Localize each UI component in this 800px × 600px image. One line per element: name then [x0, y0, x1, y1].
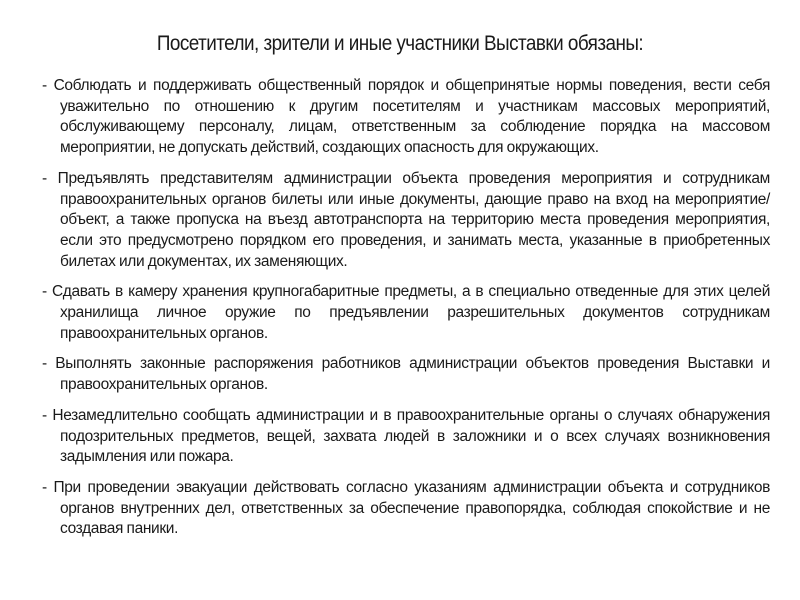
- rule-item: - Предъявлять представителям администрации объекта проведения мероприятия и сотрудникам правоохранительных органов билеты или иные документы, дающие право на вход на мероприятие/объект, а также пропуска на въезд автотранспорта на территорию места проведения мероприятия, если это предусмотрено порядком его проведения, и занимать места, указанные в приобретенных билетах или документах, их заменяющих.: [42, 169, 770, 270]
- rule-item: - При проведении эвакуации действовать согласно указаниям администрации объекта и сотрудников органов внутренних дел, ответственных за обеспечение правопорядка, соблюдая спокойствие и не создавая паники.: [42, 478, 770, 538]
- rule-item: - Выполнять законные распоряжения работников администрации объектов проведения Выставки и правоохранительных органов.: [42, 355, 770, 394]
- rule-item: - Сдавать в камеру хранения крупногабаритные предметы, а в специально отведенные для этих целей хранилища личное оружие по предъявлении разрешительных документов сотрудникам правоохранительных органов.: [42, 283, 770, 342]
- rules-list: [42, 76, 770, 550]
- rule-item: - Незамедлительно сообщать администрации и в правоохранительные органы о случаях обнаружения подозрительных предметов, вещей, захвата людей в заложники и о всех случаях возникновения задымления или пожара.: [42, 406, 770, 466]
- rule-item: - Соблюдать и поддерживать общественный порядок и общепринятые нормы поведения, вести себя уважительно по отношению к другим посетителям и участникам массовых мероприятий, обслуживающему персоналу, лицам, ответственным за соблюдение порядка на массовом мероприятии, не допускать действий, создающих опасность для окружающих.: [42, 77, 770, 157]
- page-title: Посетители, зрители и иные участники Выставки обязаны:: [156, 32, 644, 55]
